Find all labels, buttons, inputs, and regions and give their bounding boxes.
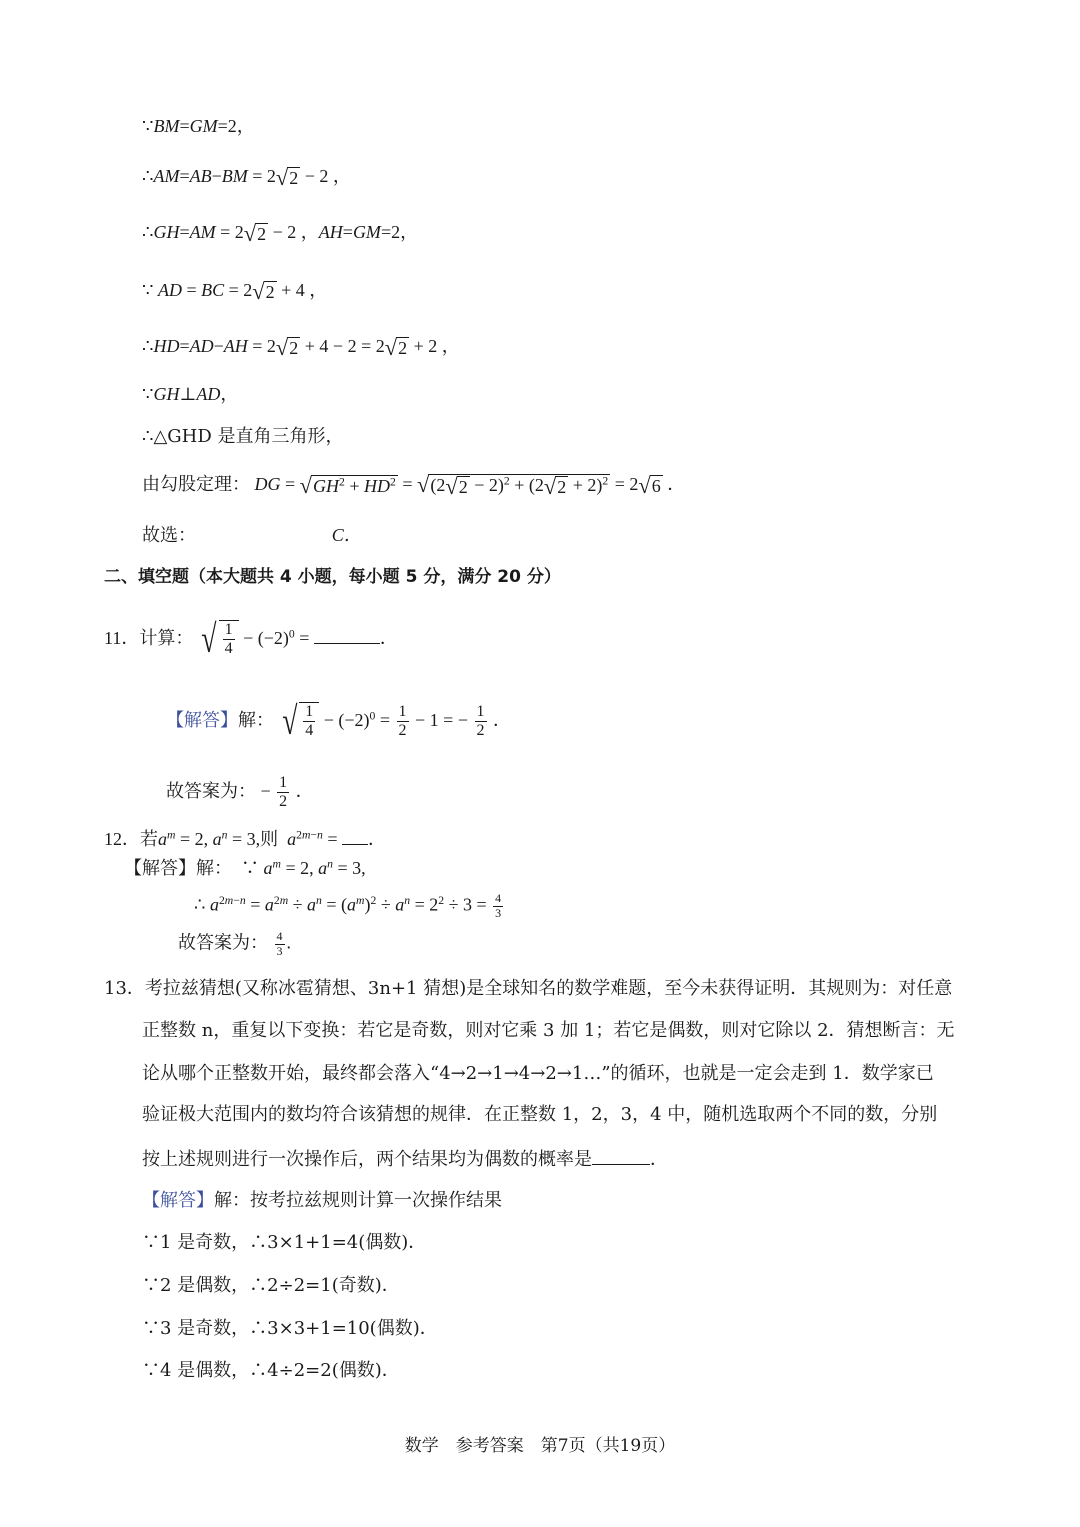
proof-line-8: 由勾股定理： DG = √ $GH^2 + HD^2$ = √ (2 √ 2 − 2)$^2$ + (2 √ 2 + 2)$^2$ = 2 √ 6 ． xyxy=(142,472,686,499)
proof-line-4: ∵ AD = BC = 2 √ 2 + 4 ， xyxy=(142,278,328,304)
q13-line-5: 按上述规则进行一次操作后，两个结果均为偶数的概率是 ． xyxy=(142,1149,668,1170)
q13-step-1: ∵1 是奇数，∴3×1+1=4(偶数)． xyxy=(142,1232,427,1253)
q13-step-2: ∵2 是偶数，∴2÷2=1(奇数)． xyxy=(142,1275,400,1296)
proof-line-6: ∵GH⊥AD， xyxy=(142,384,239,404)
section-title: 二、填空题（本大题共 4 小题，每小题 5 分，满分 20 分） xyxy=(104,567,561,587)
proof-line-5: ∴HD=AD−AH = 2 √ 2 + 4 − 2 = 2 √ 2 + 2 ， xyxy=(142,334,460,360)
q13-line-2: 正整数 n，重复以下变换：若它是奇数，则对它乘 3 加 1；若它是偶数，则对它除以 2．猜想断言：无 xyxy=(142,1020,955,1041)
q13-step-4: ∵4 是偶数，∴4÷2=2(偶数)． xyxy=(142,1360,400,1381)
proof-line-2: ∴AM=AB−BM = 2 √ 2 − 2 ， xyxy=(142,164,351,190)
answer-tag: 【解答】 xyxy=(142,1190,214,1211)
question-12: 12．若$a^m = 2$, $a^n = 3$,则 $a^{2m-n}$ = ． xyxy=(104,828,386,849)
q13-line-4: 验证极大范围内的数均符合该猜想的规律．在正整数 1，2，3，4 中，随机选取两个不同的数，分别 xyxy=(142,1104,938,1125)
proof-line-3: ∴GH=AM = 2 √ 2 − 2 ，AH=GM=2， xyxy=(142,220,419,246)
page-footer: 数学 参考答案 第7页（共19页） xyxy=(404,1436,676,1456)
q11-solution: 【解答】解： √ $\frac{1}{4}$ − $(-2)^0$ = $\frac{1}{2}$ − 1 = − $\frac{1}{2}$ ． xyxy=(166,699,511,743)
proof-line-9: 故选： C． xyxy=(142,525,362,546)
question-11: 11．计算： √ $\frac{1}{4}$ − $(-2)^0$ = ． xyxy=(104,617,398,661)
q12-solution: 【解答】解： ∵ $a^m = 2$, $a^n = 3$, xyxy=(124,857,366,878)
q11-answer: 故答案为： − $\frac{1}{2}$ ． xyxy=(166,774,314,811)
proof-line-7: ∴△GHD 是直角三角形， xyxy=(142,426,344,447)
q13-step-3: ∵3 是奇数，∴3×3+1=10(偶数)． xyxy=(142,1318,438,1339)
q12-step: ∴ $a^{2m-n} = a^{2m} \div a^n = (a^m)^2 \div a^n = 2^2 \div 3$ = $\frac{4}{3}$ xyxy=(194,891,502,920)
q13-line-3: 论从哪个正整数开始，最终都会落入“4→2→1→4→2→1…”的循环，也就是一定会走到 1．数学家已 xyxy=(142,1063,934,1084)
q13-solution: 【解答】解：按考拉兹规则计算一次操作结果 xyxy=(142,1190,502,1211)
q12-answer: 故答案为： $\frac{4}{3}$ . xyxy=(178,929,291,958)
proof-line-1: ∵BM=GM=2， xyxy=(142,116,255,136)
q13-line-1: 13．考拉兹猜想(又称冰雹猜想、3n+1 猜想)是全球知名的数学难题，至今未获得证明．其规则为：对任意 xyxy=(104,978,953,999)
answer-tag: 【解答】 xyxy=(166,709,238,730)
